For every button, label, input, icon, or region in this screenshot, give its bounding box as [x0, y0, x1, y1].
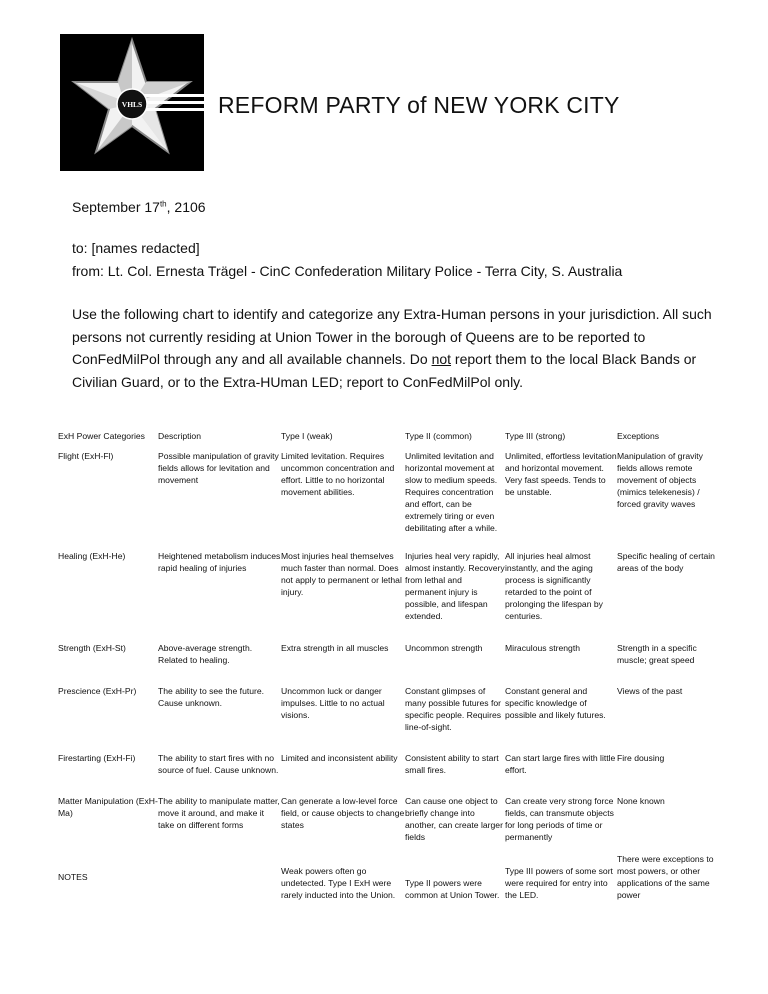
- table-cell: Uncommon luck or danger impulses. Little to no actual visions.: [281, 686, 385, 720]
- letter-recipient: to: [names redacted]: [72, 240, 200, 256]
- table-cell: Strength (ExH-St): [58, 643, 126, 653]
- table-cell: Firestarting (ExH-Fi): [58, 753, 136, 763]
- table-cell: There were exceptions to most powers, or other applications of the same power: [617, 854, 714, 900]
- table-cell: Unlimited, effortless levitation and horizontal movement. Very fast speeds. Tends to be unstable.: [505, 451, 617, 497]
- table-cell: Can create very strong force fields, can transmute objects for long periods of time or permanently: [505, 796, 614, 842]
- notes-label: NOTES: [58, 872, 88, 882]
- table-cell: Limited and inconsistent ability: [281, 753, 398, 763]
- table-cell: Limited levitation. Requires uncommon concentration and effort. Little to no horizontal movement abilities.: [281, 451, 395, 497]
- table-cell: Specific healing of certain areas of the body: [617, 551, 715, 573]
- table-cell: Views of the past: [617, 686, 683, 696]
- table-cell: Strength in a specific muscle; great speed: [617, 643, 697, 665]
- table-cell: Fire dousing: [617, 753, 665, 763]
- table-cell: Prescience (ExH-Pr): [58, 686, 137, 696]
- header-cell: Description: [158, 431, 201, 441]
- table-cell: Flight (ExH-Fl): [58, 451, 114, 461]
- table-cell: [158, 853, 281, 901]
- table-cell: Heightened metabolism induces rapid healing of injuries: [158, 551, 281, 573]
- table-cell: None known: [617, 796, 665, 806]
- table-cell: Can start large fires with little effort.: [505, 753, 616, 775]
- table-cell: All injuries heal almost instantly, and the aging process is significantly retarded to the point of prolonging the lifespan by centuries.: [505, 551, 603, 621]
- table-cell: The ability to see the future. Cause unknown.: [158, 686, 265, 708]
- page-title: REFORM PARTY of NEW YORK CITY: [218, 92, 620, 118]
- table-cell: Consistent ability to start small fires.: [405, 753, 499, 775]
- table-row: [58, 795, 717, 853]
- header-cell: Exceptions: [617, 431, 660, 441]
- table-row: [58, 550, 717, 642]
- exh-power-chart: [58, 430, 717, 901]
- header-cell: Type II (common): [405, 431, 472, 441]
- table-cell: Can cause one object to briefly change into another, can create larger fields: [405, 796, 503, 842]
- stripes-decoration: [144, 94, 204, 111]
- notes-row: [58, 853, 717, 901]
- letter-date: September 17th, 2106: [72, 199, 206, 215]
- table-row: [58, 450, 717, 550]
- table-cell: Constant general and specific knowledge of possible and likely futures.: [505, 686, 606, 720]
- table-cell: Above-average strength. Related to healing.: [158, 643, 253, 665]
- table-cell: The ability to manipulate matter, move it around, and make it take on different forms: [158, 796, 280, 830]
- table-cell: Unlimited levitation and horizontal movement at slow to medium speeds. Requires concentration and effort, can be extremely tiring or even debilitating after a while.: [405, 451, 498, 533]
- table-cell: Most injuries heal themselves much faster than normal. Does not apply to permanent or lethal injury.: [281, 551, 402, 597]
- table-cell: Can generate a low-level force field, or cause objects to change states: [281, 796, 405, 830]
- table-cell: Matter Manipulation (ExH-Ma): [58, 796, 158, 818]
- table-cell: Manipulation of gravity fields allows remote movement of objects (mimics telekenesis) / forced gravity waves: [617, 451, 703, 509]
- table-row: [58, 642, 717, 685]
- header-cell: Type III (strong): [505, 431, 566, 441]
- table-row: [58, 685, 717, 752]
- party-logo: [60, 34, 204, 171]
- chart-header-row: [58, 430, 717, 450]
- table-cell: Injuries heal very rapidly, almost instantly. Recovery from lethal and permanent injury is possible, and lifespan extended.: [405, 551, 505, 621]
- header-cell: ExH Power Categories: [58, 431, 145, 441]
- letter-sender: from: Lt. Col. Ernesta Trägel - CinC Confederation Military Police - Terra City, S. Australia: [72, 263, 623, 279]
- logo-text: VHLS: [121, 100, 143, 109]
- letter-body: Use the following chart to identify and categorize any Extra-Human persons in your jurisdiction. All such persons not currently residing at Union Tower in the borough of Queens are to be reported to ConFedMilPol through any and all available channels. Do not report them to the local Black Bands or Civilian Guard, or to the Extra-HUman LED; report to ConFedMilPol only.: [72, 306, 712, 390]
- table-cell: Miraculous strength: [505, 643, 580, 653]
- table-cell: Weak powers often go undetected. Type I ExH were rarely inducted into the Union.: [281, 866, 396, 900]
- table-cell: Healing (ExH-He): [58, 551, 126, 561]
- table-cell: Uncommon strength: [405, 643, 483, 653]
- table-cell: Extra strength in all muscles: [281, 643, 389, 653]
- table-cell: The ability to start fires with no source of fuel. Cause unknown.: [158, 753, 279, 775]
- table-cell: Type III powers of some sort were required for entry into the LED.: [505, 866, 613, 900]
- underlined-word: not: [431, 351, 452, 367]
- table-cell: Possible manipulation of gravity fields allows for levitation and movement: [158, 451, 279, 485]
- table-cell: Type II powers were common at Union Tower.: [405, 878, 500, 900]
- header-cell: Type I (weak): [281, 431, 333, 441]
- table-cell: Constant glimpses of many possible futures for specific people. Requires line-of-sight.: [405, 686, 502, 732]
- table-row: [58, 752, 717, 795]
